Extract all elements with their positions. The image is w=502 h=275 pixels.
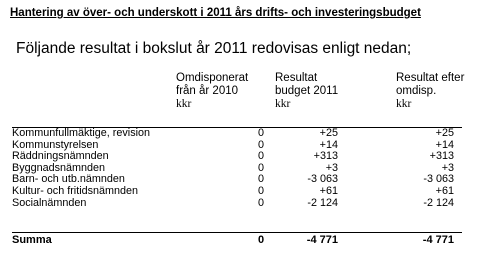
column-header-resultat-efter <box>396 72 464 111</box>
cell-efter: -3 063 <box>423 173 454 186</box>
column-unit: kkr <box>176 98 192 110</box>
cell-resultat: +3 <box>325 161 338 174</box>
cell-resultat: +313 <box>313 150 338 163</box>
row-name: Barn- och utb.nämnden <box>12 173 125 186</box>
cell-resultat: +61 <box>319 184 338 197</box>
column-unit: kkr <box>396 98 412 110</box>
sum-row <box>12 234 486 246</box>
cell-efter: +61 <box>435 184 454 197</box>
sum-label: Summa <box>12 234 52 246</box>
column-header-omdisponerat <box>176 72 248 111</box>
cell-omdisponerat: 0 <box>258 138 265 151</box>
sum-rule <box>12 232 462 233</box>
cell-resultat: +14 <box>319 138 338 151</box>
cell-omdisponerat: 0 <box>258 150 265 163</box>
cell-efter: +3 <box>441 161 454 174</box>
document-heading: Hantering av över- och underskott i 2011 års drifts- och investeringsbudget <box>10 7 421 19</box>
cell-omdisponerat: 0 <box>258 184 265 197</box>
row-name: Socialnämnden <box>12 196 87 209</box>
result-table <box>12 128 486 209</box>
row-name: Kommunfullmäktige, revision <box>12 127 151 139</box>
intro-text: Följande resultat i bokslut år 2011 redovisas enligt nedan; <box>16 40 412 57</box>
cell-efter: +25 <box>435 127 454 139</box>
column-header-line: från år 2010 <box>176 85 239 97</box>
column-header-line: Resultat <box>275 72 318 84</box>
column-unit: kkr <box>275 98 291 110</box>
cell-omdisponerat: 0 <box>258 127 265 139</box>
table-row <box>12 128 486 140</box>
cell-resultat: -2 124 <box>307 196 338 209</box>
column-header-line: budget 2011 <box>275 85 339 97</box>
cell-resultat: -3 063 <box>307 173 338 186</box>
cell-efter: +14 <box>435 138 454 151</box>
cell-efter: -2 124 <box>423 196 454 209</box>
cell-omdisponerat: 0 <box>258 196 265 209</box>
cell-omdisponerat: 0 <box>258 173 265 186</box>
row-name: Räddningsnämnden <box>12 150 109 163</box>
column-header-line: omdisp. <box>396 85 437 97</box>
cell-efter: +313 <box>429 150 454 163</box>
cell-omdisponerat: 0 <box>258 161 265 174</box>
table-row <box>12 186 486 198</box>
sum-omdisponerat: 0 <box>258 234 265 246</box>
row-name: Byggnadsnämnden <box>12 161 106 174</box>
sum-resultat: -4 771 <box>306 234 338 246</box>
column-header-line: Omdisponerat <box>176 72 249 84</box>
row-name: Kommunstyrelsen <box>12 138 99 151</box>
row-name: Kultur- och fritidsnämnden <box>12 184 139 197</box>
column-header-resultat-budget <box>275 72 338 111</box>
column-header-line: Resultat efter <box>396 72 465 84</box>
sum-efter: -4 771 <box>422 234 454 246</box>
cell-resultat: +25 <box>319 127 338 139</box>
table-row <box>12 198 486 210</box>
